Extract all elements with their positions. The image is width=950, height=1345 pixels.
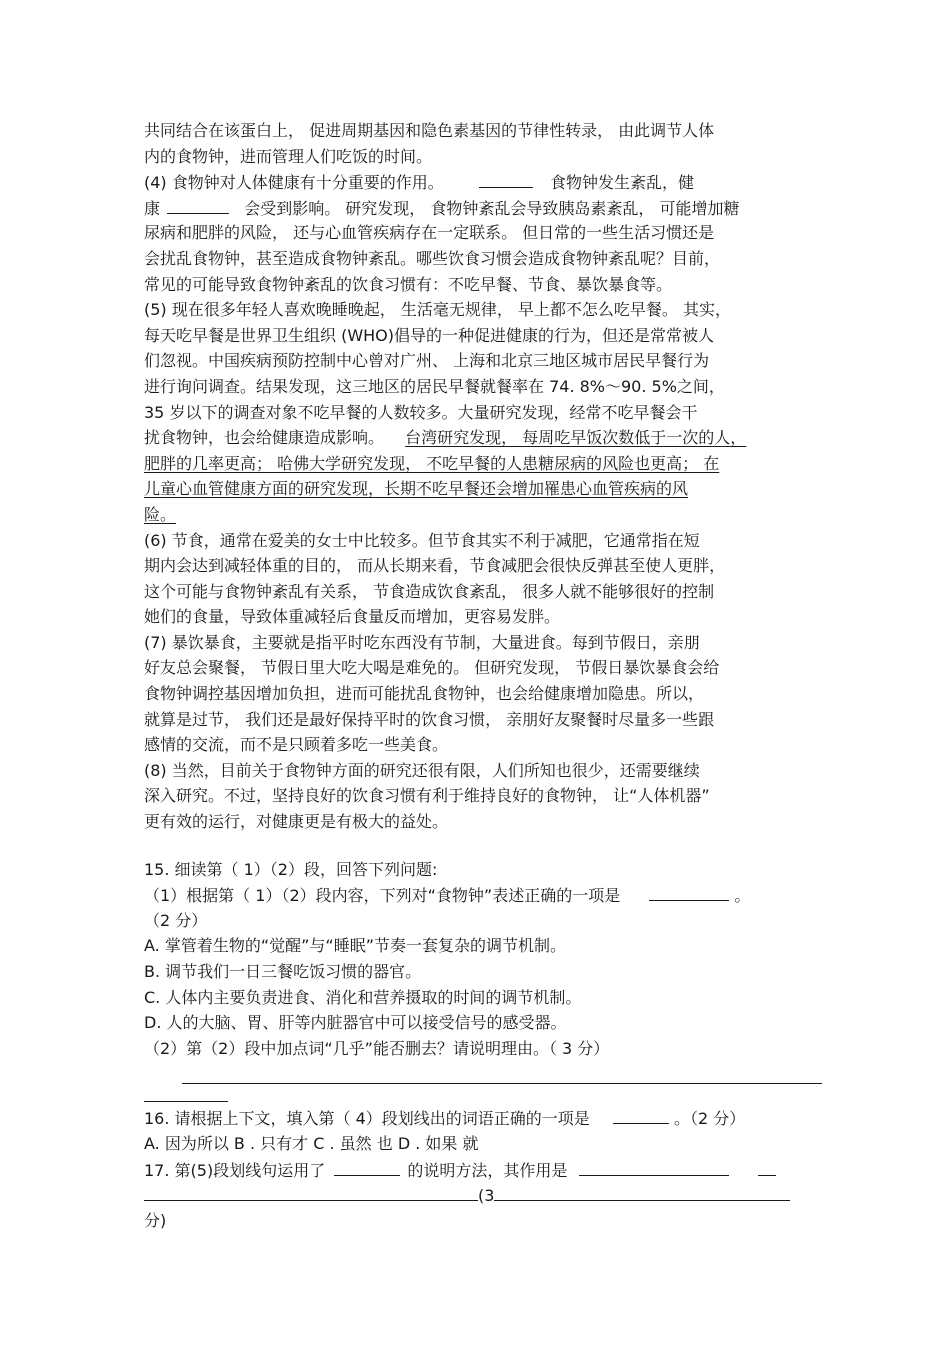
exam-page	[144, 118, 812, 1233]
q15-option-c: C. 人体内主要负责进食、消化和营养摄取的时间的调节机制。	[144, 987, 582, 1007]
q15-sub1	[144, 882, 812, 908]
para4-line2	[144, 195, 812, 221]
q15-option-b: B. 调节我们一日三餐吃饭习惯的器官。	[144, 962, 422, 981]
para4-blank-2[interactable]	[167, 195, 229, 214]
para5-line6	[144, 425, 812, 451]
q15-answer-line-tail[interactable]	[144, 1101, 228, 1102]
para6-line4: 她们的食量，导致体重减轻后食量反而增加，更容易发胖。	[144, 607, 561, 627]
q15-answer-line-tail-row	[144, 1091, 812, 1105]
para4-line2-text-b: 会受到影响。 研究发现， 食物钟紊乱会导致胰岛素紊乱， 可能增加糖	[244, 198, 740, 218]
q16-options: A. 因为所以 B . 只有才 C . 虽然 也 D . 如果 就	[144, 1133, 479, 1153]
q15-stem: 15. 细读第（ 1）（2）段，回答下列问题:	[144, 859, 438, 879]
para5-line1: (5) 现在很多年轻人喜欢晚睡晚起， 生活毫无规律， 早上都不怎么吃早餐。 其实，	[144, 300, 732, 320]
q16-answer-blank[interactable]	[613, 1105, 669, 1124]
para4-line2-text-a: 康	[144, 198, 161, 218]
q15-sub1-score: （2 分）	[144, 910, 208, 930]
q15-option-d: D. 人的大脑、胃、肝等内脏器官中可以接受信号的感受器。	[144, 1013, 567, 1033]
q17-score-a: (3	[478, 1186, 495, 1206]
para5-underlined-line7: 肥胖的几率更高； 哈佛大学研究发现， 不吃早餐的人患糖尿病的风险也更高； 在	[144, 453, 720, 473]
q15-answer-line[interactable]	[182, 1083, 822, 1084]
para3-line2: 内的食物钟，进而管理人们吃饭的时间。	[144, 146, 433, 166]
para5-line5: 35 岁以下的调查对象不吃早餐的人数较多。大量研究发现，经常不吃早餐会干	[144, 402, 698, 422]
para5-underlined-line9: 险。	[144, 504, 177, 524]
q16-stem	[144, 1105, 812, 1131]
para4-blank-1[interactable]	[479, 169, 533, 188]
para5-line6-text-a: 扰食物钟，也会给健康造成影响。	[144, 428, 385, 448]
para5-line2: 每天吃早餐是世界卫生组织 (WHO)倡导的一种促进健康的行为，但还是常常被人	[144, 325, 715, 345]
para4-line3: 尿病和肥胖的风险， 还与心血管疾病存在一定联系。 但日常的一些生活习惯还是	[144, 223, 715, 243]
q17-stem-text-a: 17. 第(5)段划线句运用了	[144, 1160, 326, 1180]
q17-stem-text-b: 的说明方法，其作用是	[407, 1160, 568, 1180]
q17-stem	[144, 1157, 812, 1183]
para4-line1-text-b: 食物钟发生紊乱，健	[549, 173, 694, 193]
q17-blank-method[interactable]	[334, 1157, 400, 1176]
q17-answer-line-a[interactable]	[144, 1182, 478, 1201]
para4-line4: 会扰乱食物钟，甚至造成食物钟紊乱。哪些饮食习惯会造成食物钟紊乱呢？目前，	[144, 248, 721, 268]
q16-stem-end: 。（2 分）	[674, 1109, 746, 1129]
para8-line3: 更有效的运行，对健康更是有极大的益处。	[144, 812, 449, 832]
para7-line2: 好友总会聚餐， 节假日里大吃大喝是难免的。 但研究发现， 节假日暴饮暴食会给	[144, 658, 720, 678]
q16-stem-text: 16. 请根据上下文，填入第（ 4）段划线出的词语正确的一项是	[144, 1109, 590, 1129]
para6-line3: 这个可能与食物钟紊乱有关系， 节食造成饮食紊乱， 很多人就不能够很好的控制	[144, 581, 715, 601]
para4-line1	[144, 169, 812, 195]
para5-line3: 们忽视。中国疾病预防控制中心曾对广州、 上海和北京三地区城市居民早餐行为	[144, 351, 710, 371]
para5-underlined-line8: 儿童心血管健康方面的研究发现，长期不吃早餐还会增加罹患心血管疾病的风	[144, 479, 689, 499]
para4-line1-text-a: (4) 食物钟对人体健康有十分重要的作用。	[144, 173, 444, 193]
q17-answer-line-b[interactable]	[494, 1182, 790, 1201]
para5-line4: 进行询问调查。结果发现，这三地区的居民早餐就餐率在 74. 8%～90. 5%之间，	[144, 376, 725, 396]
para6-line2: 期内会达到减轻体重的目的， 而从长期来看，节食减肥会很快反弹甚至使人更胖，	[144, 556, 726, 576]
section-gap	[144, 835, 812, 857]
q15-sub1-answer-blank[interactable]	[649, 882, 729, 901]
para4-line5: 常见的可能导致食物钟紊乱的饮食习惯有：不吃早餐、节食、暴饮暴食等。	[144, 274, 673, 294]
q15-sub1-text: （1）根据第（ 1）（2）段内容，下列对“食物钟”表述正确的一项是	[144, 886, 621, 906]
q17-score-b: 分)	[144, 1210, 167, 1230]
para7-line1: (7) 暴饮暴食，主要就是指平时吃东西没有节制，大量进食。每到节假日，亲朋	[144, 632, 700, 652]
para7-line3: 食物钟调控基因增加负担，进而可能扰乱食物钟，也会给健康增加隐患。所以，	[144, 684, 705, 704]
para7-line4: 就算是过节， 我们还是最好保持平时的饮食习惯， 亲朋好友聚餐时尽量多一些跟	[144, 709, 715, 729]
q15-sub2: （2）第（2）段中加点词“几乎”能否删去？请说明理由。（ 3 分）	[144, 1038, 610, 1058]
q15-answer-line-row	[144, 1061, 812, 1091]
q17-blank-effect-tail[interactable]	[758, 1157, 776, 1176]
q15-option-a: A. 掌管着生物的“觉醒”与“睡眠”节奏一套复杂的调节机制。	[144, 936, 566, 956]
para7-line5: 感情的交流，而不是只顾着多吃一些美食。	[144, 735, 449, 755]
para6-line1: (6) 节食，通常在爱美的女士中比较多。但节食其实不利于减肥，它通常指在短	[144, 530, 700, 550]
para3-line1: 共同结合在该蛋白上， 促进周期基因和隐色素基因的节律性转录， 由此调节人体	[144, 121, 715, 140]
q17-answer-row	[144, 1182, 812, 1208]
para5-underlined-sentence-start: 台湾研究发现， 每周吃早饭次数低于一次的人，	[405, 428, 747, 448]
para8-line2: 深入研究。不过，坚持良好的饮食习惯有利于维持良好的食物钟， 让“人体机器”	[144, 786, 710, 806]
para8-line1: (8) 当然，目前关于食物钟方面的研究还很有限，人们所知也很少，还需要继续	[144, 760, 700, 780]
q15-sub1-period: 。	[734, 886, 751, 906]
q17-blank-effect[interactable]	[579, 1157, 729, 1176]
